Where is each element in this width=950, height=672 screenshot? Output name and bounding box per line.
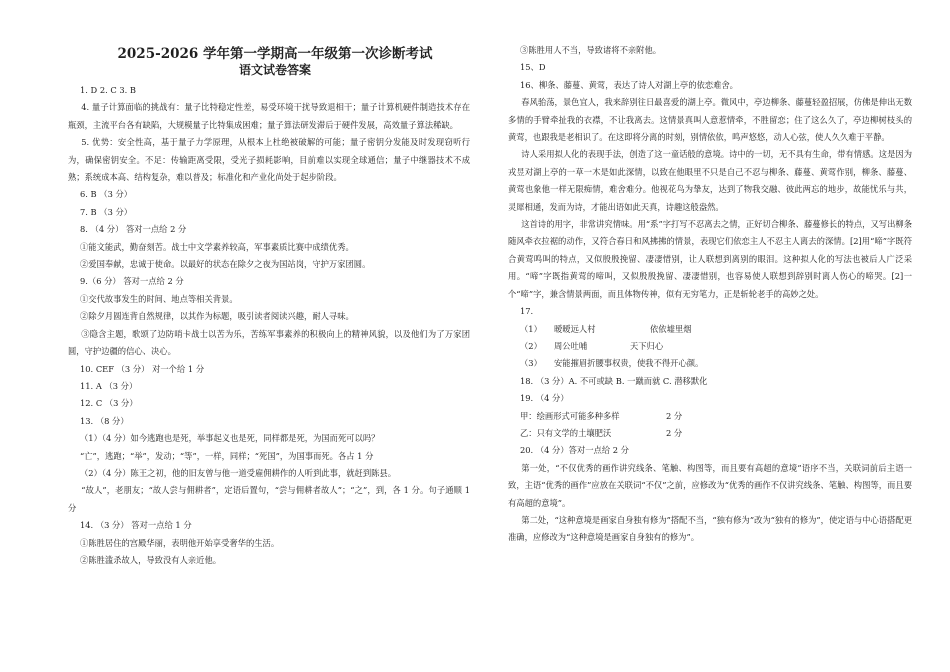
score-text: 2 分 bbox=[666, 427, 683, 438]
answer-14-point-3: ③陈胜用人不当，导致诸将不亲附他。 bbox=[520, 45, 662, 55]
page-subtitle: 语文试卷答案 bbox=[238, 63, 311, 77]
answer-15: 15、D bbox=[520, 62, 546, 73]
answer-6: 6. B （3 分） bbox=[80, 189, 133, 200]
answer-20-point-1: 第一处，“不仅优秀的画作讲究线条、笔触、构图等，而且要有高超的意境”语序不当，关联词前后主语一致，主语“优秀的画作”应放在关联词“不仅”之前，应修改为“优秀的画作不仅讲究线条、笔触、构图等，而且要有高超的意境”。 bbox=[508, 462, 912, 508]
answer-13-part-2: （2）（4 分）陈王之初，他的旧友曾与他一道受雇佣耕作的人听到此事，就赶到陈县。 bbox=[80, 467, 397, 478]
answer-9-point-1: ①交代故事发生的时间、地点等相关背景。 bbox=[80, 293, 238, 304]
answer-16-para-1: 春风骀荡，景色宜人，我来辞别往日最喜爱的湖上亭。微风中，亭边柳条、藤蔓轻盈招展，仿佛是伸出无数多情的手臂牵扯我的衣襟，不让我离去。这情景真叫人意惹情牵，不胜留恋；住了这么久了，亭边柳树枝头的黄莺，也跟我是老相识了。在这即将分离的时刻，别情依依，鸣声悠悠，动人心弦，使人久久难于平静。 bbox=[508, 97, 912, 143]
answer-17: 17. bbox=[520, 306, 534, 317]
part-number: （3） bbox=[520, 358, 542, 369]
answer-8-point-2: ②爱国奉献，忠诚于使命。以最好的状态在除夕之夜为国站岗，守护万家团圆。 bbox=[80, 259, 371, 270]
answer-9: 9.（6 分） 答对一点给 2 分 bbox=[80, 276, 184, 287]
answer-12: 12. C （3 分） bbox=[80, 398, 138, 409]
answer-16-para-2: 诗人采用拟人化的表现手法，创造了这一童话般的意境。诗中的一切，无不具有生命，带有情感。这是因为戎昱对湖上亭的一草一木是如此深情，以致在他眼里不只是自己不忍与柳条、藤蔓、黄莺作别，柳条、藤蔓、黄莺也象他一样无限痴情，难舍难分。他视花鸟为挚友，达到了物我交融、彼此两忘的地步，故能忧乐与共，灵犀相通，发而为诗，才能出语如此天真，诗趣这般盎然。 bbox=[508, 149, 912, 212]
answer-13-part-1-scoring: “亡”，逃跑；“举”，发动；“等”，一样，同样；“死国”，为国事而死。各占 1 分 bbox=[80, 450, 374, 461]
answer-7: 7. B （3 分） bbox=[80, 206, 133, 217]
answer-9-point-3: ③隐含主题，歌颂了边防哨卡战士以苦为乐，苦练军事素养的积极向上的精神风貌，以及他们为了万家团圆，守护边疆的信心、决心。 bbox=[68, 328, 470, 357]
answer-17-part-1 bbox=[520, 321, 912, 338]
answer-1-3: 1. D 2. C 3. B bbox=[80, 85, 137, 95]
answer-8-point-1: ①能文能武，勤奋刻苦。战士中文学素养较高，军事素质比赛中成绩优秀。 bbox=[80, 241, 354, 252]
answer-19-part-1 bbox=[520, 408, 912, 425]
answer-text: 乙：只有文学的土壤肥沃 bbox=[520, 427, 612, 438]
answer-10: 10. CEF （3 分） 对一个给 1 分 bbox=[80, 363, 205, 374]
answer-13-part-1: （1）（4 分）如今逃跑也是死，举事起义也是死，同样都是死，为国而死可以吗？ bbox=[80, 433, 380, 444]
answer-4: 4. 量子计算面临的挑战有：量子比特稳定性差，易受环境干扰导致退相干；量子计算机硬件制造技术存在瓶颈，主流平台各有缺陷，大规模量子比特集成困难；量子算法研发滞后于硬件发展，高效量子算法稀缺。 bbox=[68, 102, 470, 130]
answer-text: 天下归心 bbox=[630, 340, 664, 351]
answer-text: 周公吐哺 bbox=[554, 340, 588, 351]
answer-14: 14. （3 分） 答对一点给 1 分 bbox=[80, 520, 192, 531]
answer-9-point-2: ②除夕月圆连背自然规律，以其作为标题，吸引读者阅读兴趣，耐人寻味。 bbox=[80, 311, 354, 322]
answer-text: 暧暧远人村 bbox=[554, 323, 596, 334]
answer-20-point-2: 第二处，“这种意境是画家自身独有修为”搭配不当，“独有修为”改为“独有的修为”，使定语与中心语搭配更准确，应修改为“这种意境是画家自身独有的修为”。 bbox=[508, 514, 912, 543]
answer-16: 16、柳条、藤蔓、黄莺，表达了诗人对湖上亭的依恋难舍。 bbox=[520, 79, 738, 90]
answer-13-part-2-scoring: “故人”，老朋友；“故人尝与佣耕者”，定语后置句，“尝与佣耕者故人”；“之”，到，各 1 分。句子通顺 1 分 bbox=[68, 485, 470, 513]
answer-19-part-2 bbox=[520, 425, 912, 442]
answer-text: 安能摧眉折腰事权贵，使我不得开心颜。 bbox=[554, 358, 704, 369]
right-column bbox=[508, 42, 912, 547]
answer-19: 19. （4 分） bbox=[520, 393, 569, 404]
answer-14-point-2: ②陈胜滥杀故人，导致没有人亲近他。 bbox=[80, 554, 222, 565]
left-column bbox=[68, 40, 470, 569]
score-text: 2 分 bbox=[666, 410, 683, 421]
answer-16-para-3: 这首诗的用字，非常讲究情味。用“系”字打写不忍离去之情，正好切合柳条、藤蔓修长的特点，又写出柳条随风牵衣拉裾的动作，又符合春日和风拂拂的情景，表现它们依恋主人不忍主人离去的深情。[2]用“啼”字既符合黄莺鸣叫的特点，又似殷殷挽留、凄凄惜别，让人联想到离别的眼泪。这种拟人化的写法也被后人广泛采用。“啼”字既指黄莺的啼叫，又似殷殷挽留、凄凄惜别，也容易使人联想到辞别时离人伤心的啼哭。[2]一个“啼”字，兼含情景两面，而且体物传神，似有无穷笔力，正是斩轮老手的高妙之处。 bbox=[508, 219, 912, 299]
answer-8: 8. （4 分） 答对一点给 2 分 bbox=[80, 224, 187, 235]
answer-13: 13. （8 分） bbox=[80, 415, 129, 426]
answer-text: 依依墟里烟 bbox=[650, 323, 692, 334]
answer-18: 18. （3 分）A. 不可或缺 B. 一蹴而就 C. 潜移默化 bbox=[520, 375, 708, 386]
answer-17-part-3 bbox=[520, 355, 912, 372]
answer-text: 甲：绘画形式可能多种多样 bbox=[520, 410, 620, 421]
page-title: 2025-2026 学年第一学期高一年级第一次诊断考试 bbox=[117, 46, 433, 62]
answer-17-part-2 bbox=[520, 338, 912, 355]
answer-20: 20. （4 分）答对一点给 2 分 bbox=[520, 445, 629, 456]
answer-14-point-1: ①陈胜居住的宫殿华丽，表明他开始享受奢华的生活。 bbox=[80, 537, 280, 548]
answer-5: 5. 优势：安全性高，基于量子力学原理，从根本上杜绝被破解的可能；量子密钥分发能及时发现窃听行为，确保密钥安全。不足：传输距离受限，受光子损耗影响，目前难以实现全球通信；量子中继器技术不成熟；系统成本高、结构复杂，难以普及；标准化和产业化尚处于起步阶段。 bbox=[68, 137, 470, 183]
part-number: （2） bbox=[520, 340, 542, 351]
answer-11: 11. A （3 分） bbox=[80, 380, 138, 391]
part-number: （1） bbox=[520, 323, 542, 334]
